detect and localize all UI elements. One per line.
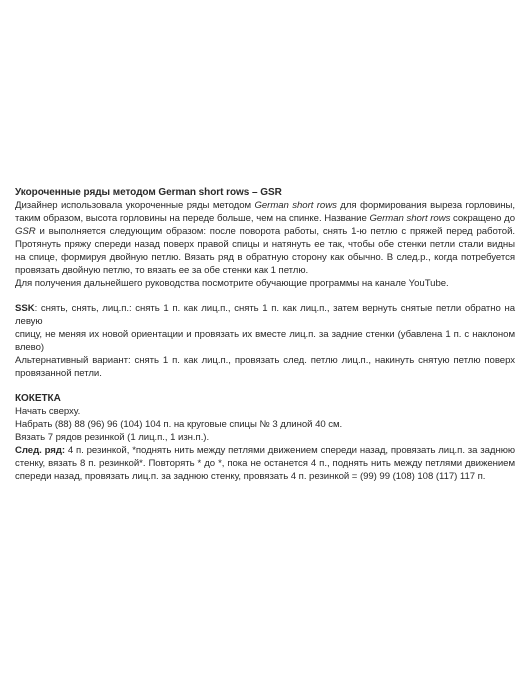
ssk-line-1-rest: : снять, снять, лиц.п.: снять 1 п. как лиц.п., снять 1 п. как лиц.п., затем вернуть снятые петли обратно на левую	[15, 303, 515, 327]
gsr-line-7: Для получения дальнейшего руководства посмотрите обучающие программы на канале YouTube.	[15, 278, 449, 289]
yoke-line-4-rest: 4 п. резинкой, *поднять нить между петлями движением спереди назад, провязать лиц.п. за заднюю	[65, 445, 515, 456]
ssk-line-4: Альтернативный вариант: снять 1 п. как лиц.п., провязать след. петлю лиц.п., накинуть снятую петлю поверх	[15, 355, 515, 366]
gsr-line-5: на спице, формируя двойную петлю. Вязать ряд в обратную сторону как обычно. В след.р., когда потребуется	[15, 252, 515, 263]
gsr-line-1-b: для формирования выреза горловины,	[336, 200, 515, 211]
section-gsr	[15, 186, 515, 290]
gsr-line-2-italic: German short rows	[369, 213, 451, 224]
gsr-line-3-italic: GSR	[15, 226, 36, 237]
ssk-line-3: влево)	[15, 342, 45, 353]
yoke-line-6: спереди назад, провязать лиц.п. за заднюю стенку, провязать 4 п. резинкой = (99) 99 (108) 108 (117) 117 п.	[15, 471, 486, 482]
ssk-term: SSK	[15, 303, 35, 314]
spacer	[15, 380, 515, 392]
yoke-line-5: стенку, вязать 8 п. резинкой*. Повторять * до *, пока не останется 4 п., поднять нить между петлями движением	[15, 458, 515, 469]
section-ssk	[15, 302, 515, 380]
gsr-line-6: провязать двойную петлю, то вязать ее за обе стенки как 1 петлю.	[15, 265, 309, 276]
gsr-heading: Укороченные ряды методом German short rows – GSR	[15, 187, 282, 198]
section-yoke	[15, 392, 515, 483]
gsr-line-4: Протянуть пряжу спереди назад поверх правой спицы и натянуть ее так, чтобы обе стенки петли стали видны	[15, 239, 515, 250]
yoke-line-2: Набрать (88) 88 (96) 96 (104) 104 п. на круговые спицы № 3 длиной 40 см.	[15, 419, 343, 430]
yoke-line-4	[15, 444, 515, 457]
yoke-heading: КОКЕТКА	[15, 393, 61, 404]
yoke-line-3: Вязать 7 рядов резинкой (1 лиц.п., 1 изн.п.).	[15, 432, 210, 443]
ssk-line-5: провязанной петли.	[15, 368, 102, 379]
yoke-line-1: Начать сверху.	[15, 406, 81, 417]
gsr-line-2-a: таким образом, высота горловины на переде больше, чем на спинке. Название	[15, 213, 370, 224]
gsr-line-1-italic: German short rows	[254, 200, 337, 211]
gsr-line-2	[15, 212, 515, 225]
gsr-line-1	[15, 199, 515, 212]
spacer	[15, 290, 515, 302]
gsr-line-3-b: и выполняется следующим образом: после поворота работы, снять 1-ю петлю с пряжей перед работой.	[35, 226, 515, 237]
yoke-next-row-term: След. ряд:	[15, 445, 66, 456]
gsr-line-3	[15, 225, 515, 238]
gsr-line-1-a: Дизайнер использовала укороченные ряды методом	[15, 200, 255, 211]
gsr-line-2-b: сокращено до	[450, 213, 515, 224]
ssk-line-1	[15, 302, 515, 328]
ssk-line-2: спицу, не меняя их новой ориентации и провязать их вместе лиц.п. за задние стенки (убавлена 1 п. с наклоном	[15, 329, 515, 340]
document-page	[15, 186, 515, 483]
